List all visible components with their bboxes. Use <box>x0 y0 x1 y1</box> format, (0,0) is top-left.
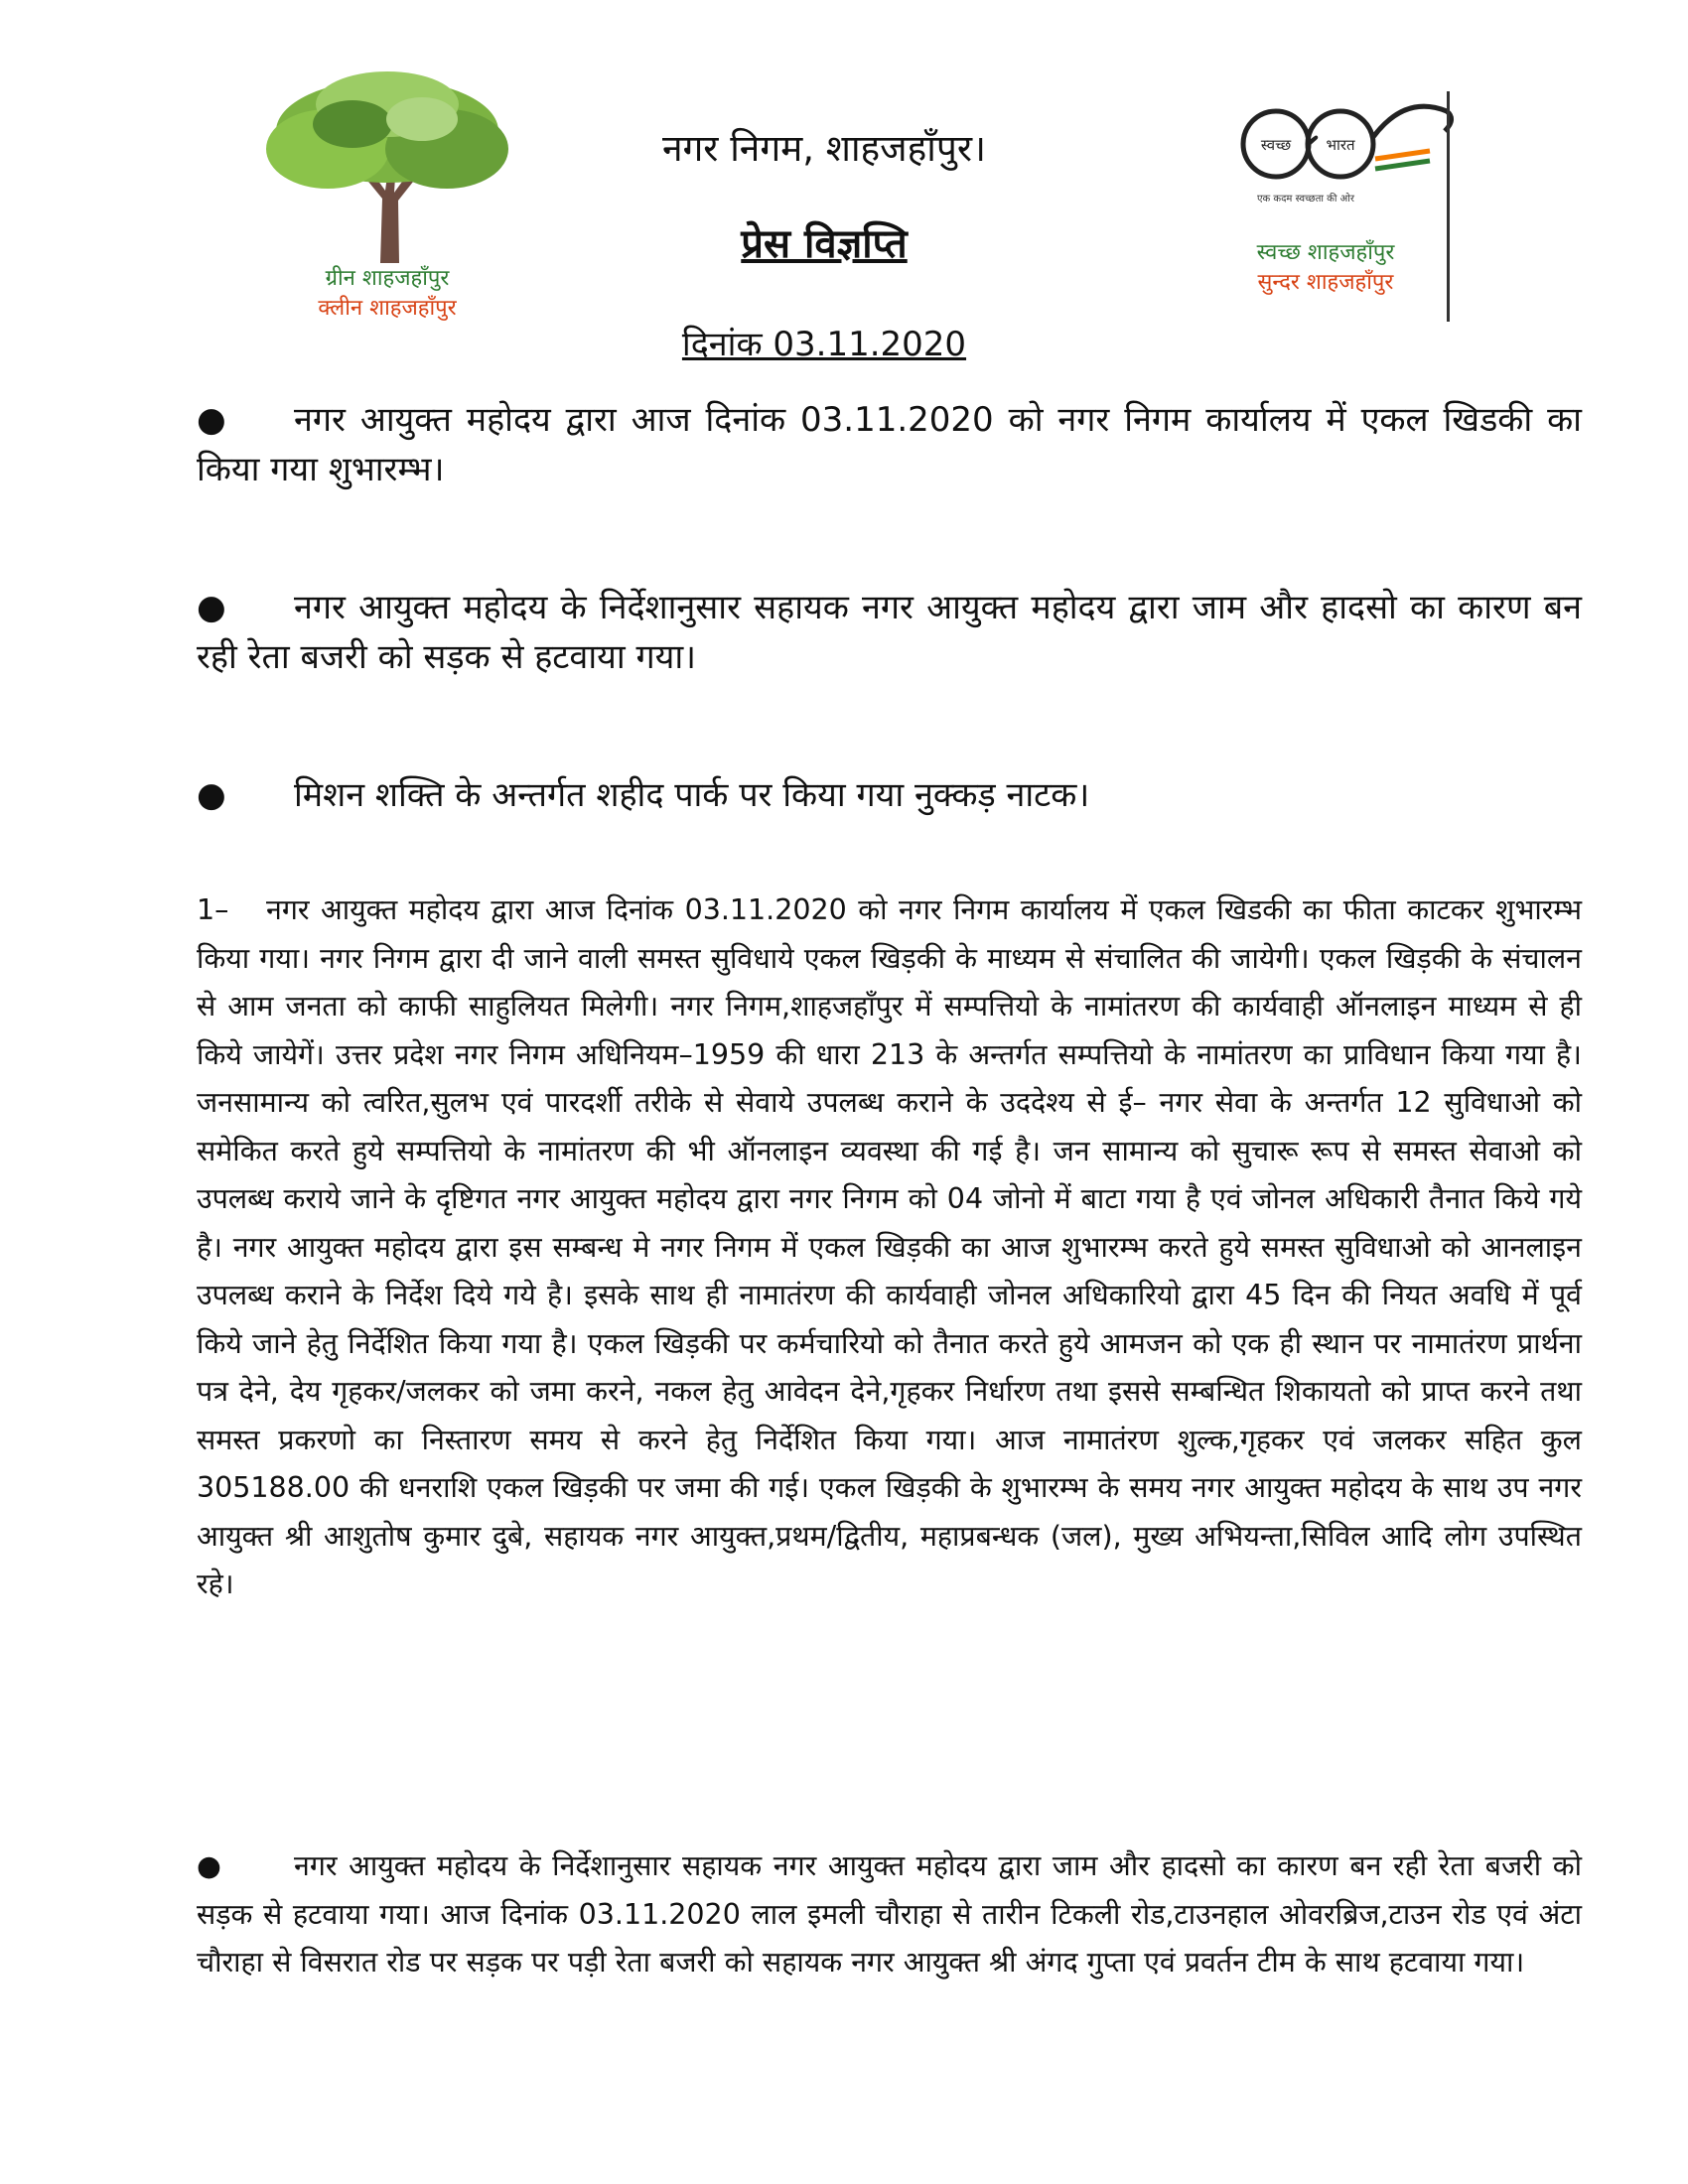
logo-right-line2: सुन्दर शाहजहाँपुर <box>1257 270 1394 295</box>
lens-left-label: स्वच्छ <box>1260 136 1292 154</box>
summary-point-text: नगर आयुक्त महोदय द्वारा आज दिनांक 03.11.2020 को नगर निगम कार्यालय में एकल खिडकी का किया गया शुभारम्भ। <box>197 400 1582 489</box>
tree-icon <box>253 69 521 268</box>
lens-right-label: भारत <box>1326 136 1355 154</box>
bullet-marker: ● <box>197 588 226 627</box>
green-shahjahanpur-logo <box>253 69 521 328</box>
summary-point-text: मिशन शक्ति के अन्तर्गत शहीद पार्क पर किया गया नुक्कड़ नाटक। <box>294 775 1090 815</box>
detail-paragraph-text: नगर आयुक्त महोदय द्वारा आज दिनांक 03.11.2020 को नगर निगम कार्यालय में एकल खिडकी का फीता काटकर शुभारम्भ किया गया। नगर निगम द्वारा दी जाने वाली समस्त सुविधाये एकल खिड़की के माध्यम से संचालित की जायेगी। एकल खिड़की के संचालन से आम जनता को काफी साहुलियत मिलेगी। नगर निगम,शाहजहाँपुर में सम्पत्तियो के नामांतरण की कार्यवाही ऑनलाइन माध्यम से ही किये जायेगें। उत्तर प्रदेश नगर निगम अधिनियम–1959 की धारा 213 के अन्तर्गत सम्पत्तियो के नामांतरण का प्राविधान किया गया है। जनसामान्य को त्वरित,सुलभ एवं पारदर्शी तरीके से सेवाये उपलब्ध कराने के उददेश्य से ई– नगर सेवा के अन्तर्गत 12 सुविधाओ को समेकित करते हुये सम्पत्तियो के नामांतरण की भी ऑनलाइन व्यवस्था की गई है। जन सामान्य को सुचारू रूप से समस्त सेवाओ को उपलब्ध कराये जाने के दृष्टिगत नगर आयुक्त महोदय द्वारा नगर निगम को 04 जोनो में बाटा गया है एवं जोनल अधिकारी तैनात किये गये है। नगर आयुक्त महोदय द्वारा इस सम्बन्ध मे नगर निगम में एकल खिड़की का आज शुभारम्भ करते हुये समस्त सुविधाओ को आनलाइन उपलब्ध कराने के निर्देश दिये गये है। इसके साथ ही नामातंरण की कार्यवाही जोनल अधिकारियो द्वारा 45 दिन की नियत अवधि में पूर्व किये जाने हेतु निर्देशित किया गया है। एकल खिड़की पर कर्मचारियो को तैनात करते हुये आमजन को एक ही स्थान पर नामातंरण प्रार्थना पत्र देने, देय गृहकर/जलकर को जमा करने, नकल हेतु आवेदन देने,गृहकर निर्धारण तथा इससे सम्बन्धित शिकायतो को प्राप्त करने तथा समस्त प्रकरणो का निस्तारण समय से करने हेतु निर्देशित किया गया। आज नामातंरण शुल्क,गृहकर एवं जलकर सहित कुल 305188.00 की धनराशि एकल खिड़की पर जमा की गई। एकल खिड़की के शुभारम्भ के समय नगर आयुक्त महोदय के साथ उप नगर आयुक्त श्री आशुतोष कुमार दुबे, सहायक नगर आयुक्त,प्रथम/द्वितीय, महाप्रबन्धक (जल), मुख्य अभियन्ता,सिविल आदि लोग उपस्थित रहे। <box>197 893 1582 1600</box>
logo-right-line1: स्वच्छ शाहजहाँपुर <box>1256 240 1395 265</box>
detail-paragraph-2 <box>197 1843 1582 1987</box>
summary-point-2 <box>197 583 1582 682</box>
doc-heading: प्रेस विज्ञप्ति <box>741 221 908 267</box>
bullet-marker: ● <box>197 400 226 440</box>
swachh-tagline: एक कदम स्वच्छता की ओर <box>1257 194 1354 205</box>
swachh-shahjahanpur-logo <box>1226 89 1470 328</box>
paragraph-number: 1– <box>197 893 229 926</box>
summary-point-text: नगर आयुक्त महोदय के निर्देशानुसार सहायक नगर आयुक्त महोदय द्वारा जाम और हादसो का कारण बन रही रेता बजरी को सड़क से हटवाया गया। <box>197 588 1582 677</box>
detail-paragraph-text: नगर आयुक्त महोदय के निर्देशानुसार सहायक नगर आयुक्त महोदय द्वारा जाम और हादसो का कारण बन रही रेता बजरी को सड़क से हटवाया गया। आज दिनांक 03.11.2020 लाल इमली चौराहा से तारीन टिकली रोड,टाउनहाल ओवरब्रिज,टाउन रोड एवं अंटा चौराहा से विसरात रोड पर सड़क पर पड़ी रेता बजरी को सहायक नगर आयुक्त श्री अंगद गुप्ता एवं प्रवर्तन टीम के साथ हटवाया गया। <box>197 1849 1582 1979</box>
bullet-marker: ● <box>197 775 226 815</box>
logo-left-line1: ग्रीन शाहजहाँपुर <box>325 266 450 291</box>
summary-point-3 <box>197 770 1582 820</box>
bullet-marker: ● <box>197 1849 221 1882</box>
doc-date: दिनांक 03.11.2020 <box>681 325 967 364</box>
detail-paragraph-1 <box>197 887 1582 1609</box>
header-divider <box>1447 91 1450 322</box>
logo-left-line2: क्लीन शाहजहाँपुर <box>318 296 457 321</box>
org-title: नगर निगम, शाहजहाँपुर। <box>661 127 987 170</box>
summary-point-1 <box>197 395 1582 494</box>
